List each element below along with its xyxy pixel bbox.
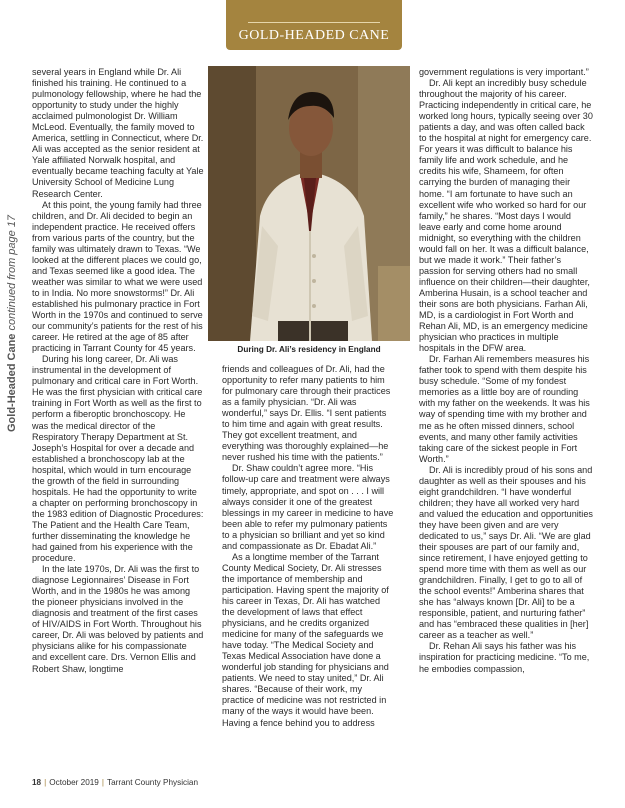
issue-date: October 2019 (49, 778, 99, 787)
paragraph: several years in England while Dr. Ali finished his training. He continued to a pulmonology fellowship, where he had the opportunity to study under the highly acclaimed pulmonologist Dr. William McLeod. Eventually, the family moved to America, settling in Connecticut, where Dr. Ali was accepted as the senior resident at Yale affiliated Norwalk hospital, and eventually became teaching faculty at Yale University School of Medicine Lung Research Center. (32, 67, 204, 199)
article-column-1 (32, 67, 204, 769)
residency-photo (208, 66, 410, 341)
footer-separator: | (44, 778, 47, 787)
publication-name: Tarrant County Physician (107, 778, 199, 787)
side-label-continued: continued from page 17 (6, 214, 18, 331)
paragraph: friends and colleagues of Dr. Ali, had the opportunity to refer many patients to him for pulmonary care through their practices as a family physician. “Dr. Ali was wonderful,” says Dr. Ellis. “I sent patients to him time and again with great results. They got excellent treatment, and everything was thoroughly explained—he never rushed his time with the patients.” (222, 364, 391, 463)
continued-side-label (6, 202, 20, 432)
paragraph: In the late 1970s, Dr. Ali was the first to diagnose Legionnaires’ Disease in Fort Worth, and in the 1980s he was among the pioneer physicians involved in the diagnosis and treatment of the first cases of HIV/AIDS in Fort Worth. Throughout his career, Dr. Ali was beloved by patients and physicians alike for his compassionate and excellent care. Drs. Vernon Ellis and Robert Shaw, longtime (32, 564, 204, 674)
paragraph: Dr. Farhan Ali remembers measures his father took to spend with them despite his busy schedule. “Some of my fondest memories as a little boy are of rounding with my father on the weekends. It was his way of spending time with my brother and me as he often missed dinners, school events, and many other family activities taking care of the sickest people in Fort Worth.” (419, 354, 590, 464)
paragraph: As a longtime member of the Tarrant County Medical Society, Dr. Ali stresses the importance of membership and participation. Having spent the majority of his career in Texas, Dr. Ali has watched the development of laws that effect physicians, and he credits organized medicine for many of the safeguards we have today. “The Medical Society and Texas Medical Association have done a wonderful job standing for physicians and patients. We need to stay united,” Dr. Ali shares. “Because of their work, my practice of medicine was not restricted in many of the ways it would have been. Having a fence behind you to address (222, 551, 389, 728)
article-column-3 (419, 67, 594, 769)
paragraph: Dr. Ali is incredibly proud of his sons and daughter as well as their spouses and his eight grandchildren. “I have wonderful children; they have all worked very hard and valued the education and opportunities they have been given and are very dedicated to us,” says Dr. Ali. “We are glad their spouses are part of our family and, since retirement, I have enjoyed getting to spend more time with them as well as our grandchildren. Finally, I get to go to all of the school events!” Amberina shares that she has “always known [Dr. Ali] to be a responsible, patient, and nurturing father” and has “embraced these qualities in [her] career as a teacher as well.” (419, 464, 593, 641)
paragraph: At this point, the young family had three children, and Dr. Ali decided to begin an independent practice. He received offers from various parts of the country, but the family was ultimately drawn to Texas. “We looked at the different places we could go, and Texas seemed like a good idea. The weather was similar to what we were used to in India. No more snowstorms!” Dr. Ali established his pulmonary practice in Fort Worth in the 1970s and continued to serve our community’s patients for the rest of his career. He retired at the age of 85 after practicing in Tarrant County for 45 years. (32, 199, 203, 354)
article-column-2 (222, 364, 394, 768)
page-number: 18 (32, 778, 42, 787)
paragraph: Dr. Rehan Ali says his father was his inspiration for practicing medicine. “To me, he embodies compassion, (419, 641, 590, 674)
paragraph: During his long career, Dr. Ali was instrumental in the development of pulmonary and critical care in Fort Worth. He was the first physician with critical care training in Fort Worth as well as the first to perform a fiberoptic bronchoscopy. He was the medical director of the Respiratory Therapy Department at St. Joseph’s Hospital for over a decade and established a bronchoscopy lab at the hospital, which would in turn encourage the growth of the field in surrounding hospitals. He had the opportunity to write a chapter on performing bronchoscopy in the 1983 edition of Diagnostic Procedures: The Patient and the Health Care Team, further disseminating the knowledge he had gained from his experience with the procedure. (32, 354, 204, 564)
paragraph: Dr. Ali kept an incredibly busy schedule throughout the majority of his career. Practicing independently in critical care, he worked long hours, typically seeing over 30 patients a day, and was often called back to the hospital at night for emergency care. For years it was difficult to balance his family life and work schedule, and he credits his wife, Shameem, for often carrying the burden of managing their home. “I am fortunate to have such an excellent wife who worked so hard for our family,” he shares. “Most days I would leave early and come home around midnight, so everything with the children would fall on her. It was a difficult balance, but we made it work.” Their father’s passion for serving others had no small influence on their children—their daughter, Amberina Husain, is a school teacher and their sons are both physicians. Farhan Ali, MD, is a cardiologist in Fort Worth and Rehan Ali, MD, is an emergency medicine physician who practices in multiple hospitals in the DFW area. (419, 78, 593, 354)
banner-rule (248, 22, 380, 23)
section-banner (226, 0, 402, 50)
paragraph: government regulations is very important.” (419, 67, 589, 77)
photo-caption: During Dr. Ali’s residency in England (237, 345, 381, 354)
page-footer (32, 778, 198, 787)
paragraph: Dr. Shaw couldn’t agree more. “His follow-up care and treatment were always timely, appropriate, and spot on . . . I will always consider it one of the greatest blessings in my career in medicine to have been able to refer my pulmonary patients to a physician so brilliant and yet so kind and compassionate as Dr. Ebadat Ali.” (222, 463, 394, 551)
footer-separator: | (101, 778, 105, 787)
section-title: GOLD-HEADED CANE (238, 28, 390, 43)
side-label-title: Gold-Headed Cane (6, 333, 18, 432)
